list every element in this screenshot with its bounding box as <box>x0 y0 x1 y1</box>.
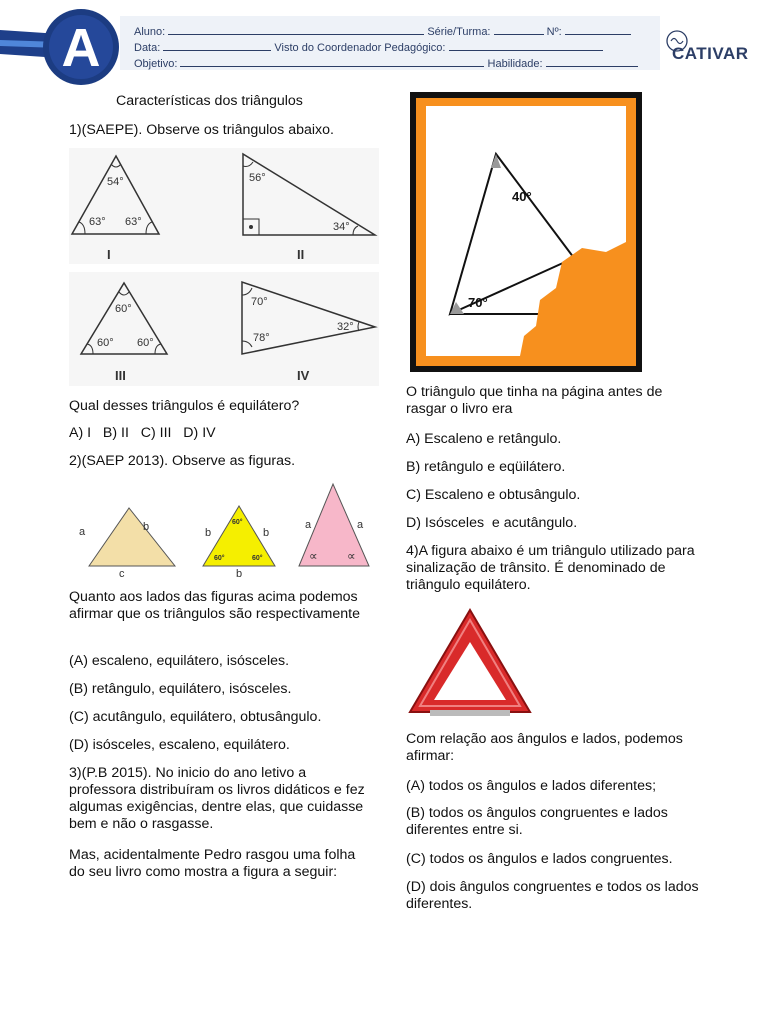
svg-text:63°: 63° <box>89 216 106 228</box>
q3-option-a[interactable]: A) Escaleno e retângulo. <box>406 431 562 447</box>
svg-text:III: III <box>115 368 126 383</box>
objetivo-field[interactable] <box>134 56 638 70</box>
brand-name: CATIVAR <box>672 44 749 63</box>
svg-text:60°: 60° <box>115 303 132 315</box>
svg-text:56°: 56° <box>249 172 266 184</box>
objetivo-label: Objetivo: <box>134 58 178 70</box>
q3-continuation: Mas, acidentalmente Pedro rasgou uma folha do seu livro como mostra a figura a seguir: <box>69 847 356 880</box>
q4-option-c[interactable]: (C) todos os ângulos e lados congruentes. <box>406 851 673 867</box>
svg-text:∝: ∝ <box>347 549 356 563</box>
svg-text:II: II <box>297 247 305 262</box>
svg-text:b: b <box>236 568 243 580</box>
q3-prompt: 3)(P.B 2015). No inicio do ano letivo a professora distribuíram os livros didáticos e fez algumas exigências, dentre elas, que cuidasse bem e não o rasgasse. <box>69 765 365 832</box>
svg-text:60°: 60° <box>214 555 225 562</box>
svg-text:60°: 60° <box>232 519 243 526</box>
svg-text:c: c <box>119 568 125 580</box>
svg-text:IV: IV <box>297 368 310 383</box>
svg-text:60°: 60° <box>252 555 263 562</box>
logo-letter: A <box>61 18 101 78</box>
svg-text:a: a <box>357 519 364 531</box>
q4-option-b[interactable]: (B) todos os ângulos congruentes e lados diferentes entre si. <box>406 805 668 838</box>
warning-triangle-icon <box>406 606 534 718</box>
svg-text:54°: 54° <box>107 176 124 188</box>
q2-option-a[interactable]: (A) escaleno, equilátero, isósceles. <box>69 653 290 669</box>
q2-triangles-figure <box>69 480 379 582</box>
svg-text:78°: 78° <box>253 332 270 344</box>
svg-text:I: I <box>107 247 111 262</box>
q3-option-c[interactable]: C) Escaleno e obtusângulo. <box>406 487 581 503</box>
data-field[interactable] <box>134 40 603 54</box>
svg-text:b: b <box>205 527 212 539</box>
scalene-triangle <box>79 508 175 580</box>
q3-option-d[interactable]: D) Isósceles e acutângulo. <box>406 515 578 531</box>
aluno-field[interactable] <box>134 24 631 38</box>
q4-prompt: 4)A figura abaixo é um triângulo utilizado para sinalização de trânsito. É denominado de triângulo equilátero. <box>406 543 695 593</box>
isosceles-triangle <box>299 484 369 566</box>
aluno-label: Aluno: <box>134 26 166 38</box>
habilidade-label: Habilidade: <box>487 58 543 70</box>
page-title: Características dos triângulos <box>116 93 303 109</box>
numero-label: Nº: <box>546 26 562 38</box>
svg-text:b: b <box>143 521 150 533</box>
torn-angle-top: 40° <box>512 189 532 204</box>
school-logo-icon <box>40 8 122 88</box>
header <box>0 0 768 86</box>
svg-text:32°: 32° <box>337 321 354 333</box>
svg-text:60°: 60° <box>137 337 154 349</box>
q2-option-b[interactable]: (B) retângulo, equilátero, isósceles. <box>69 681 292 697</box>
visto-label: Visto do Coordenador Pedagógico: <box>274 42 446 54</box>
q1-triangles-figure <box>69 148 379 386</box>
svg-text:70°: 70° <box>251 296 268 308</box>
q4-option-d[interactable]: (D) dois ângulos congruentes e todos os lados diferentes. <box>406 879 699 912</box>
svg-text:34°: 34° <box>333 221 350 233</box>
q2-question: Quanto aos lados das figuras acima podemos afirmar que os triângulos são respectivamente <box>69 589 360 622</box>
q4-option-a[interactable]: (A) todos os ângulos e lados diferentes; <box>406 778 657 794</box>
svg-text:a: a <box>79 526 86 538</box>
q2-option-d[interactable]: (D) isósceles, escaleno, equilátero. <box>69 737 290 753</box>
q2-option-c[interactable]: (C) acutângulo, equilátero, obtusângulo. <box>69 709 322 725</box>
svg-text:63°: 63° <box>125 216 142 228</box>
q2-prompt: 2)(SAEP 2013). Observe as figuras. <box>69 453 296 469</box>
q1-options[interactable]: A) I B) II C) III D) IV <box>69 425 216 441</box>
torn-angle-left: 70° <box>468 295 488 310</box>
q4-question: Com relação aos ângulos e lados, podemos afirmar: <box>406 731 683 764</box>
svg-text:b: b <box>263 527 270 539</box>
q1-question: Qual desses triângulos é equilátero? <box>69 398 300 414</box>
torn-page-figure <box>410 92 642 372</box>
q3-question: O triângulo que tinha na página antes de rasgar o livro era <box>406 384 663 417</box>
q3-option-b[interactable]: B) retângulo e eqüilátero. <box>406 459 566 475</box>
svg-text:∝: ∝ <box>309 549 318 563</box>
equilateral-triangle <box>203 506 275 580</box>
serie-label: Série/Turma: <box>427 26 491 38</box>
svg-text:60°: 60° <box>97 337 114 349</box>
data-label: Data: <box>134 42 161 54</box>
q1-prompt: 1)(SAEPE). Observe os triângulos abaixo. <box>69 122 334 138</box>
svg-text:a: a <box>305 519 312 531</box>
